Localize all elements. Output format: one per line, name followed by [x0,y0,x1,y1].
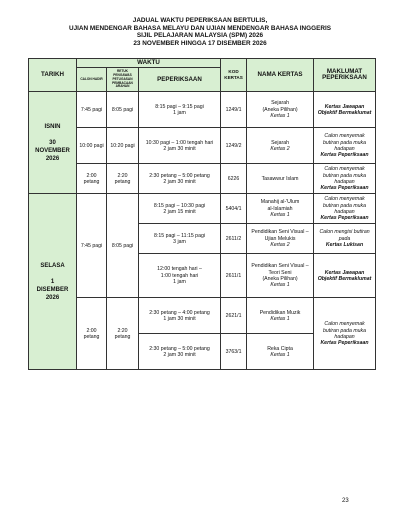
retuk-cell: 10:20 pagi [107,128,139,164]
retuk-cell: 2:20 petang [107,164,139,194]
paper-code-cell: 3763/1 [221,334,247,370]
exam-info-cell: Kertas Jawapan Objektif Bermaklumat [314,254,376,298]
table-row [29,164,376,194]
calon-hadir-cell: 10:00 pagi [77,128,107,164]
title-line-1: JADUAL WAKTU PEPERIKSAAN BERTULIS, [132,17,268,24]
header-waktu: WAKTU [77,59,221,68]
header-calon-hadir: CALON HADIR [77,68,107,92]
table-row [29,92,376,128]
exam-time-cell: 12:00 tengah hari – 1:00 tengah hari 1 jam [139,254,221,298]
paper-name-cell: Sejarah Kertas 2 [247,128,314,164]
paper-code-cell: 2621/1 [221,298,247,334]
header-retuk: RETUK PENGAWAS PETUGASAN PEMBACAAN ARAHAN [107,68,139,92]
paper-name-cell: Pendidikan Muzik Kertas 1 [247,298,314,334]
day-cell-isnin: ISNIN 30 NOVEMBER 2026 [29,92,77,194]
exam-time-cell: 8:15 pagi – 10:30 pagi 2 jam 15 minit [139,194,221,224]
exam-time-cell: 8:15 pagi – 9:15 pagi 1 jam [139,92,221,128]
header-maklumat: MAKLUMAT PEPERIKSAAN [314,59,376,92]
table-row [29,194,376,224]
exam-timetable [28,58,376,370]
table-row [29,128,376,164]
document-title [0,17,400,47]
exam-info-cell: Calon menyemak butiran pada muka hadapan Kertas Peperiksaan [314,164,376,194]
calon-hadir-cell: 7:45 pagi [77,92,107,128]
title-line-3: SIJIL PELAJARAN MALAYSIA (SPM) 2026 [136,32,264,40]
title-line-4: 23 NOVEMBER HINGGA 17 DISEMBER 2026 [133,39,267,47]
retuk-cell: 8:05 pagi [107,92,139,128]
calon-hadir-cell: 7:45 pagi [77,194,107,298]
exam-time-cell: 8:15 pagi – 11:15 pagi 3 jam [139,224,221,254]
exam-time-cell: 2:30 petang – 5:00 petang 2 jam 30 minit [139,334,221,370]
paper-code-cell: 1249/2 [221,128,247,164]
exam-info-cell: Calon menyemak butiran pada muka hadapan Kertas Peperiksaan [314,128,376,164]
exam-time-cell: 2:30 petang – 5:00 petang 2 jam 30 minit [139,164,221,194]
table-row [29,298,376,334]
paper-name-cell: Tasawwur Islam [247,164,314,194]
exam-info-cell: Kertas Jawapan Objektif Bermaklumat [314,92,376,128]
header-tarikh: TARIKH [29,59,77,92]
exam-time-cell: 10:30 pagi – 1:00 tengah hari 2 jam 30 minit [139,128,221,164]
paper-name-cell: Pendidikan Seni Visual – Teori Seni (Aneka Pilihan) Kertas 1 [247,254,314,298]
paper-name-cell: Manahij al-'Ulum al-Islamiah Kertas 1 [247,194,314,224]
exam-info-cell: Calon menyemak butiran pada muka hadapan Kertas Peperiksaan [314,194,376,224]
calon-hadir-cell: 2:00 petang [77,298,107,370]
paper-code-cell: 1249/1 [221,92,247,128]
header-kod-kertas: KOD KERTAS [221,59,247,92]
paper-code-cell: 2611/1 [221,254,247,298]
paper-code-cell: 6226 [221,164,247,194]
header-peperiksaan: PEPERIKSAAN [139,68,221,92]
exam-info-cell: Calon menyemak butiran pada muka hadapan Kertas Peperiksaan [314,298,376,370]
day-cell-selasa: SELASA 1 DISEMBER 2026 [29,194,77,370]
retuk-cell: 8:05 pagi [107,194,139,298]
paper-name-cell: Pendidikan Seni Visual – Ujian Melukis Kertas 2 [247,224,314,254]
calon-hadir-cell: 2:00 petang [77,164,107,194]
retuk-cell: 2:20 petang [107,298,139,370]
page-number: 23 [342,498,349,504]
exam-info-cell: Calon mengisi butiran pada Kertas Lukisan [314,224,376,254]
title-line-2: UJIAN MENDENGAR BAHASA MELAYU DAN UJIAN MENDENGAR BAHASA INGGERIS [68,24,332,32]
header-nama-kertas: NAMA KERTAS [247,59,314,92]
paper-name-cell: Sejarah (Aneka Pilihan) Kertas 1 [247,92,314,128]
exam-time-cell: 2:30 petang – 4:00 petang 1 jam 30 minit [139,298,221,334]
paper-code-cell: 2611/2 [221,224,247,254]
paper-name-cell: Reka Cipta Kertas 1 [247,334,314,370]
paper-code-cell: 5404/1 [221,194,247,224]
